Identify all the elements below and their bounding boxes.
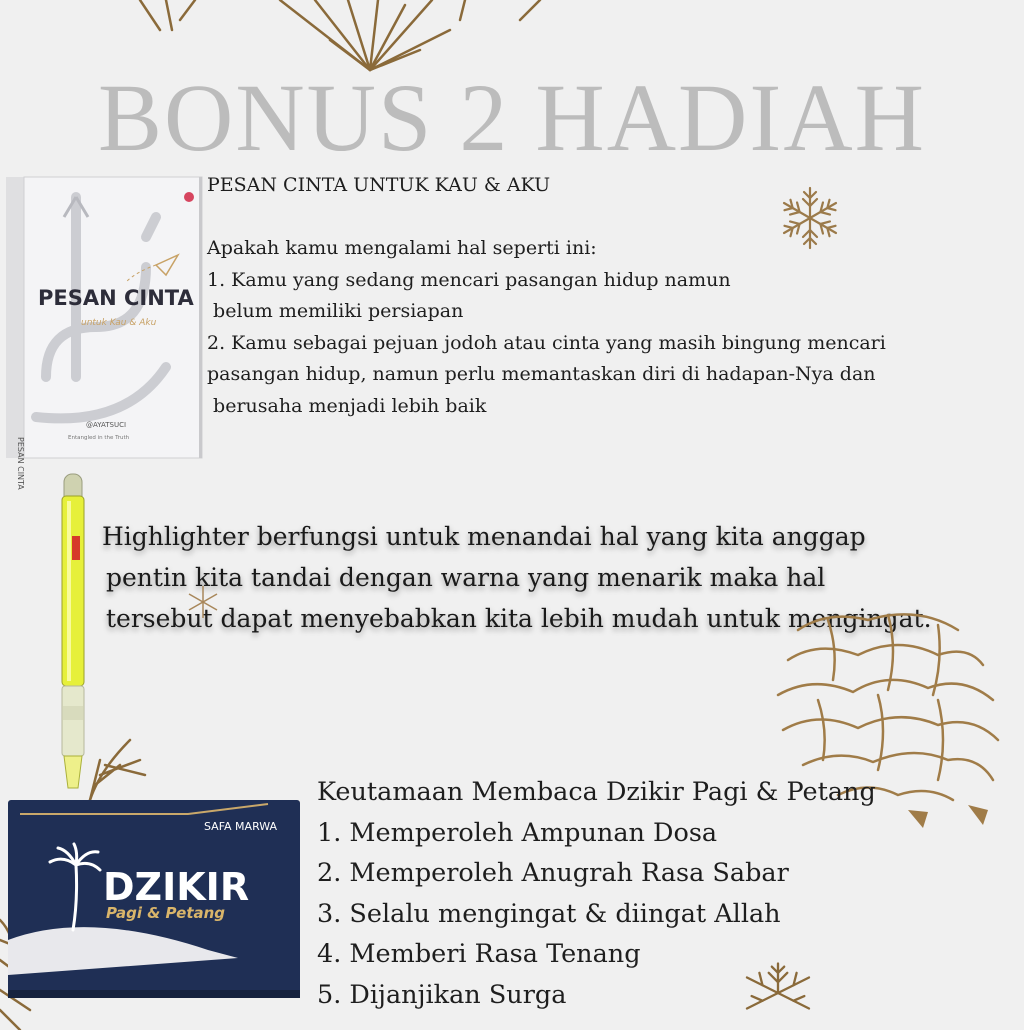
section1-line: pasangan hidup, namun perlu memantaskan diri di hadapan-Nya dan <box>207 363 876 385</box>
section3-heading: Keutamaan Membaca Dzikir Pagi & Petang <box>317 777 876 807</box>
benefit-item: 4. Memberi Rasa Tenang <box>317 939 641 969</box>
snowflake-icon <box>728 962 828 1024</box>
book-spine-text: PESAN CINTA <box>16 437 25 490</box>
section1-line: berusaha menjadi lebih baik <box>207 394 487 417</box>
section2-line: pentin kita tandai dengan warna yang menarik maka hal <box>106 563 826 592</box>
dzikir-book-image <box>8 800 300 998</box>
page-title: BONUS 2 HADIAH <box>97 64 926 171</box>
book-tagline: Entangled in the Truth <box>68 435 130 441</box>
book-brand: SAFA MARWA <box>204 820 278 833</box>
benefit-item: 1. Memperoleh Ampunan Dosa <box>317 817 718 848</box>
section1-line: belum memiliki persiapan <box>207 300 464 322</box>
section2-line: Highlighter berfungsi untuk menandai hal yang kita anggap <box>102 522 866 551</box>
benefit-item: 3. Selalu mengingat & diingat Allah <box>317 898 781 929</box>
book-handle: @AYATSUCI <box>86 421 127 429</box>
benefit-item: 2. Memperoleh Anugrah Rasa Sabar <box>317 858 789 888</box>
section2-line: tersebut dapat menyebabkan kita lebih mudah untuk mengingat. <box>106 604 932 633</box>
section1-line: 1. Kamu yang sedang mencari pasangan hidup namun <box>207 268 731 291</box>
snowflake-icon <box>776 184 844 252</box>
section1-heading: PESAN CINTA UNTUK KAU & AKU <box>207 174 551 196</box>
book-cover-subtitle: untuk Kau & Aku <box>81 318 157 328</box>
section1-line: 2. Kamu sebagai pejuan jodoh atau cinta yang masih bingung mencari <box>207 331 886 354</box>
book-subtitle: Pagi & Petang <box>106 904 226 922</box>
section1-line: Apakah kamu mengalami hal seperti ini: <box>207 237 597 259</box>
snowflake-icon <box>185 584 221 620</box>
benefit-item: 5. Dijanjikan Surga <box>317 979 567 1010</box>
book-title: DZIKIR <box>103 865 250 909</box>
book-cover-title: PESAN CINTA <box>38 286 194 310</box>
pesan-cinta-book-image <box>6 177 202 490</box>
